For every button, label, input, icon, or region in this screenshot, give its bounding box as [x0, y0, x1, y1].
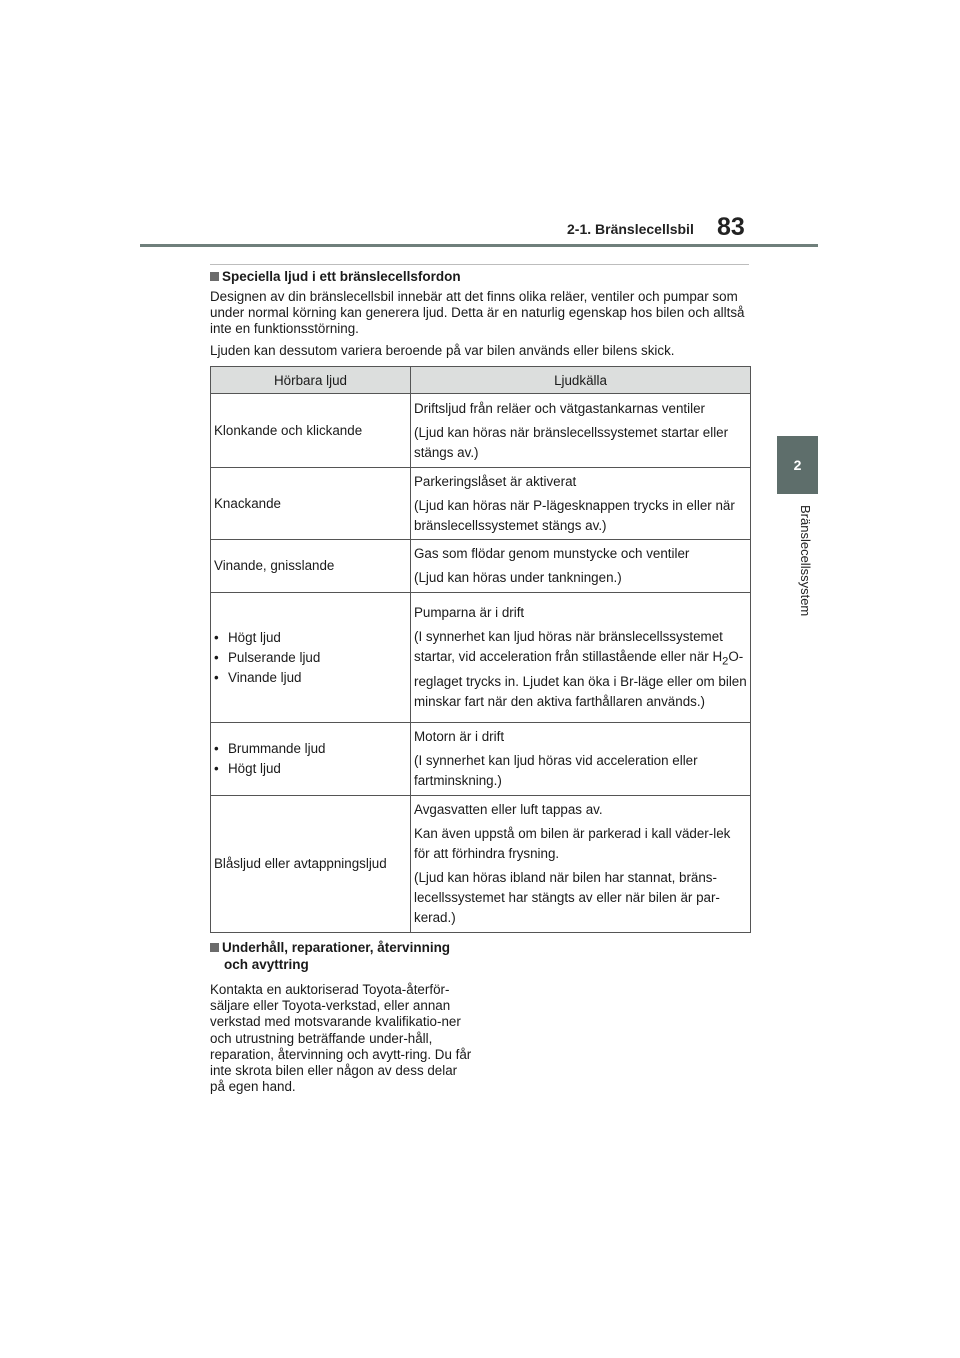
sound-table [210, 366, 751, 933]
chapter-label: Bränslecellssystem [798, 505, 813, 617]
list-item: • Vinande ljud [214, 668, 407, 688]
source-text: Parkeringslåset är aktiverat [414, 473, 577, 489]
bullet-icon: • [214, 649, 219, 665]
sound-cell [211, 593, 411, 723]
bullet-icon: • [214, 741, 219, 756]
column-header-sound: Hörbara ljud [211, 367, 411, 394]
table-row [211, 796, 751, 933]
list-item: • Brummande ljud [214, 739, 407, 759]
square-bullet-icon [210, 272, 219, 281]
source-text: Motorn är i drift [414, 729, 505, 744]
source-cell [411, 796, 751, 933]
source-cell [411, 394, 751, 468]
source-text: Driftsljud från reläer och vätgastankarnas ventiler [414, 400, 706, 416]
header-rule [140, 244, 818, 247]
variation-paragraph: Ljuden kan dessutom variera beroende på var bilen används eller bilens skick. [210, 343, 675, 358]
list-item: • Pulserande ljud [214, 648, 407, 668]
chapter-tab: 2 [777, 436, 818, 494]
section-heading-text: Speciella ljud i ett bränslecellsfordon [222, 269, 461, 284]
source-cell [411, 593, 751, 723]
section-heading-maintenance [210, 939, 480, 973]
sound-cell: Blåsljud eller avtappningsljud [211, 796, 411, 933]
section-heading-text: Underhåll, reparationer, återvinning [222, 940, 451, 955]
table-row [211, 540, 751, 593]
source-note: (Ljud kan höras när P-lägesknappen trycks in eller när bränslecellssystemet stängs av.) [414, 497, 735, 533]
section-heading-sounds [210, 269, 461, 285]
square-bullet-icon [210, 943, 219, 952]
intro-paragraph: Designen av din bränslecellsbil innebär att det finns olika reläer, ventiler och pumpar som under normal körning kan generera ljud. Detta är en naturlig egenskap hos bilen och alltså inte en funktionsstörning. [210, 289, 745, 336]
sound-list [214, 628, 407, 688]
bullet-icon: • [214, 669, 219, 685]
source-text: Avgasvatten eller luft tappas av. [414, 802, 603, 817]
source-cell [411, 540, 751, 593]
sound-cell: Knackande [211, 468, 411, 540]
table-row [211, 394, 751, 468]
source-cell [411, 468, 751, 540]
source-text: Kan även uppstå om bilen är parkerad i kall väder-lek för att förhindra frysning. [414, 826, 731, 861]
source-text: Pumparna är i drift [414, 605, 525, 621]
table-row [211, 593, 751, 723]
source-note: (I synnerhet kan ljud höras när bränslecellssystemet startar, vid acceleration från stillastående eller när $H_2O$-reglaget trycks in. Ljudet kan öka i Br-läge eller om bilen minskar fart när den aktiva farthållaren används.) [414, 629, 747, 709]
source-note: (Ljud kan höras när bränslecellssystemet startar eller stängs av.) [414, 424, 729, 460]
source-note: (Ljud kan höras under tankningen.) [414, 570, 622, 585]
source-note: (Ljud kan höras ibland när bilen har stannat, bräns-lecellssystemet har stängts av eller när bilen är par-kerad.) [414, 870, 720, 925]
maintenance-paragraph: Kontakta en auktoriserad Toyota-återför-säljare eller Toyota-verkstad, eller annan verkstad med motsvarande kvalifikatio-ner och utrustning beträffande under-håll, reparation, återvinning och avytt-ring. Du får inte skrota bilen eller någon av dess delar på egen hand. [210, 982, 472, 1095]
list-item: • Högt ljud [214, 628, 407, 648]
table-header-row [211, 367, 751, 394]
list-item: • Högt ljud [214, 759, 407, 779]
sound-list [214, 739, 407, 779]
source-text: Gas som flödar genom munstycke och ventiler [414, 546, 690, 561]
bullet-icon: • [214, 761, 219, 776]
bullet-icon: • [214, 629, 219, 645]
source-cell [411, 723, 751, 796]
page-number: 83 [717, 213, 745, 241]
table-row [211, 468, 751, 540]
section-heading-text-line2: och avyttring [224, 957, 309, 972]
page-header-title: 2-1. Bränslecellsbil [567, 221, 694, 237]
sound-cell: Vinande, gnisslande [211, 540, 411, 593]
table-row [211, 723, 751, 796]
source-note: (I synnerhet kan ljud höras vid acceleration eller fartminskning.) [414, 753, 698, 788]
sound-cell: Klonkande och klickande [211, 394, 411, 468]
section-rule [210, 264, 749, 265]
sound-cell [211, 723, 411, 796]
column-header-source: Ljudkälla [411, 367, 751, 394]
